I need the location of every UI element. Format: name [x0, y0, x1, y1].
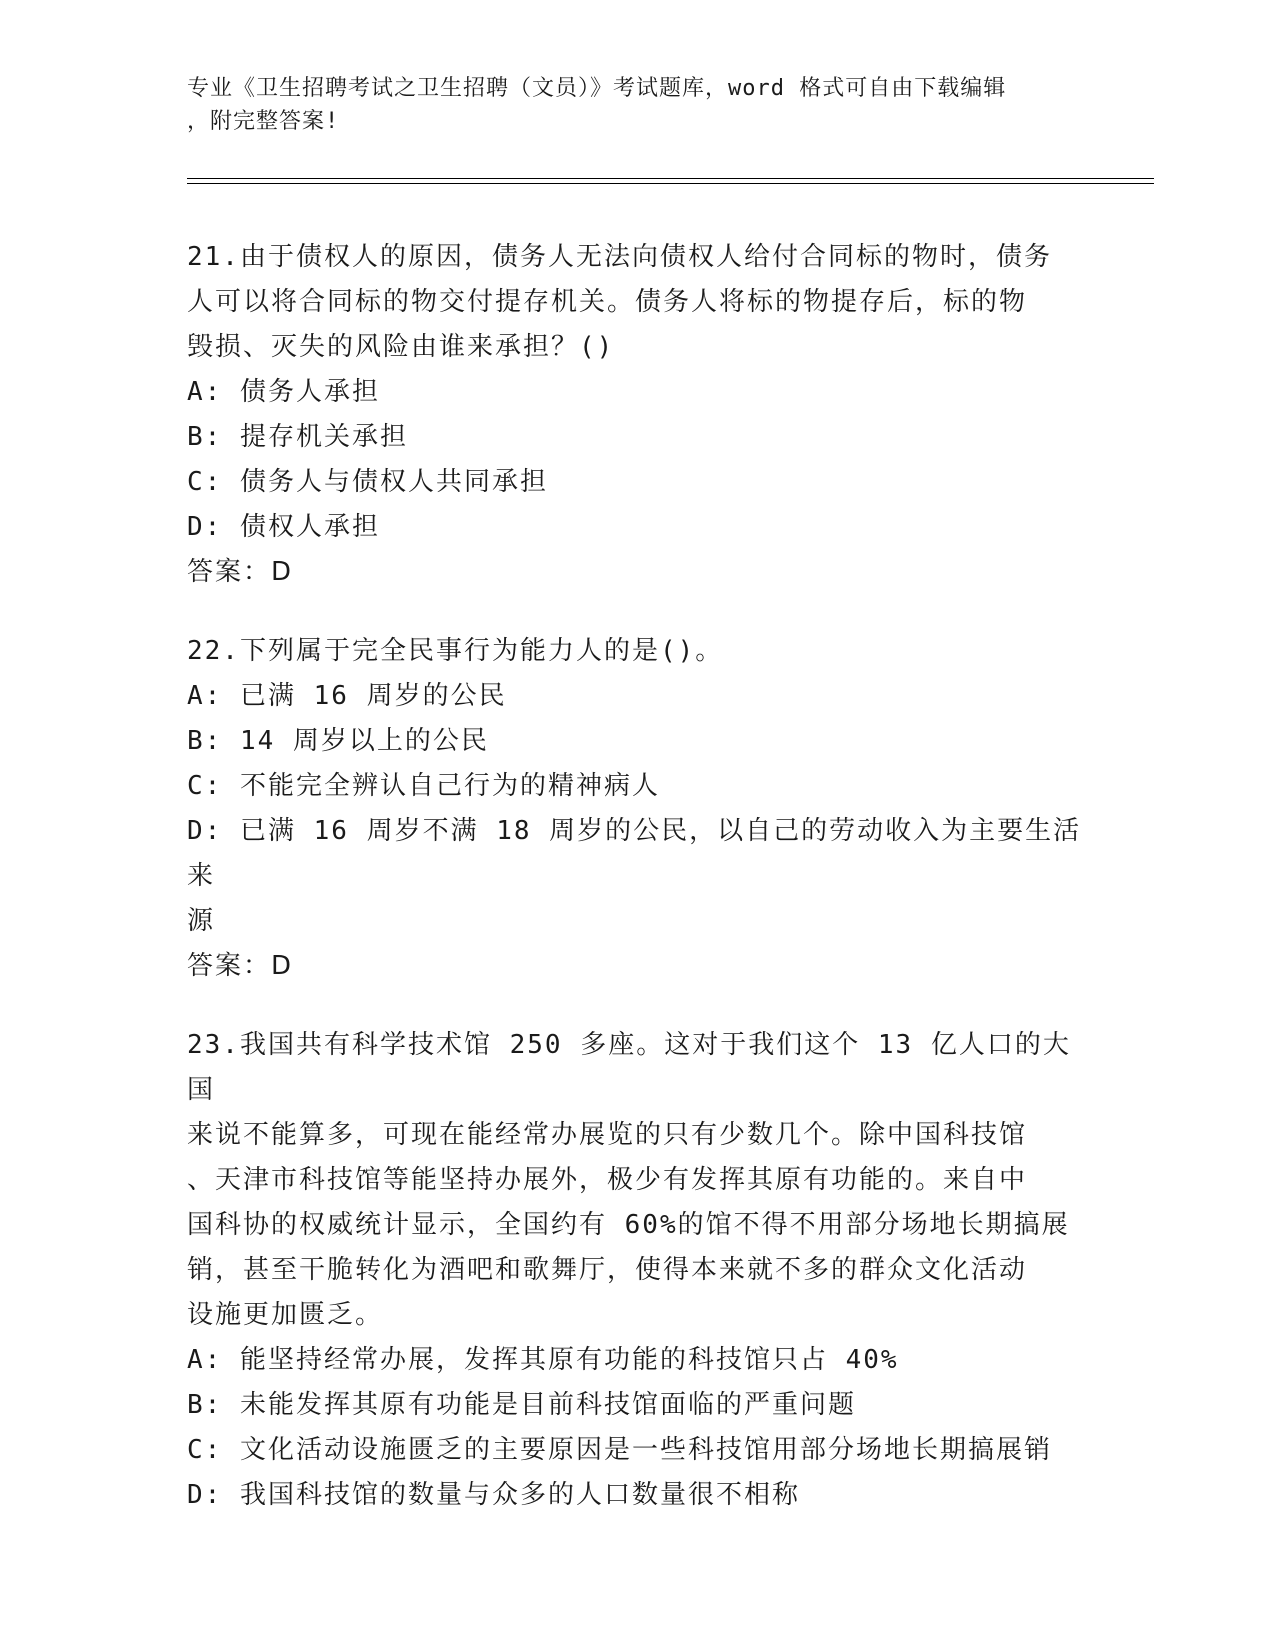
option-d: D: 债权人承担	[187, 512, 380, 542]
option-c: C: 文化活动设施匮乏的主要原因是一些科技馆用部分场地长期搞展销	[187, 1435, 1052, 1465]
header-divider-bottom	[187, 183, 1154, 184]
question-stem-line: 来说不能算多，可现在能经常办展览的只有少数几个。除中国科技馆	[187, 1120, 1028, 1150]
question-stem-line: 人可以将合同标的物交付提存机关。债务人将标的物提存后，标的物	[187, 287, 1028, 317]
answer: 答案：D	[187, 951, 294, 981]
option-c: C: 不能完全辨认自己行为的精神病人	[187, 771, 660, 801]
question-stem-line: 国科协的权威统计显示，全国约有 60%的馆不得不用部分场地长期搞展	[187, 1210, 1070, 1240]
option-c: C: 债务人与债权人共同承担	[187, 467, 548, 497]
header-line-2: ，附完整答案!	[187, 109, 340, 134]
question-stem-line: 23.我国共有科学技术馆 250 多座。这对于我们这个 13 亿人口的大国	[187, 1030, 1071, 1105]
option-b: B: 提存机关承担	[187, 422, 408, 452]
document-header	[187, 72, 1087, 138]
question-21	[187, 235, 1087, 595]
question-stem-line: 、天津市科技馆等能坚持办展外，极少有发挥其原有功能的。来自中	[187, 1165, 1028, 1195]
header-line-1: 专业《卫生招聘考试之卫生招聘（文员）》考试题库，word 格式可自由下载编辑	[187, 76, 1007, 101]
option-d: D: 已满 16 周岁不满 18 周岁的公民，以自己的劳动收入为主要生活来	[187, 816, 1082, 891]
header-divider-top	[187, 178, 1154, 179]
question-stem-line: 设施更加匮乏。	[187, 1300, 384, 1330]
question-23	[187, 1023, 1087, 1518]
question-list	[187, 235, 1087, 1552]
question-stem-line: 销，甚至干脆转化为酒吧和歌舞厅，使得本来就不多的群众文化活动	[187, 1255, 1028, 1285]
option-a: A: 债务人承担	[187, 377, 380, 407]
question-stem-line: 22.下列属于完全民事行为能力人的是()。	[187, 636, 724, 666]
option-b: B: 未能发挥其原有功能是目前科技馆面临的严重问题	[187, 1390, 856, 1420]
answer: 答案：D	[187, 557, 294, 587]
question-stem-line: 毁损、灭失的风险由谁来承担？()	[187, 332, 615, 362]
option-a: A: 已满 16 周岁的公民	[187, 681, 507, 711]
option-b: B: 14 周岁以上的公民	[187, 726, 489, 756]
question-stem-line: 21.由于债权人的原因，债务人无法向债权人给付合同标的物时，债务	[187, 242, 1052, 272]
option-a: A: 能坚持经常办展，发挥其原有功能的科技馆只占 40%	[187, 1345, 899, 1375]
question-22	[187, 629, 1087, 989]
option-d: D: 我国科技馆的数量与众多的人口数量很不相称	[187, 1480, 800, 1510]
option-d-continued: 源	[187, 906, 216, 936]
